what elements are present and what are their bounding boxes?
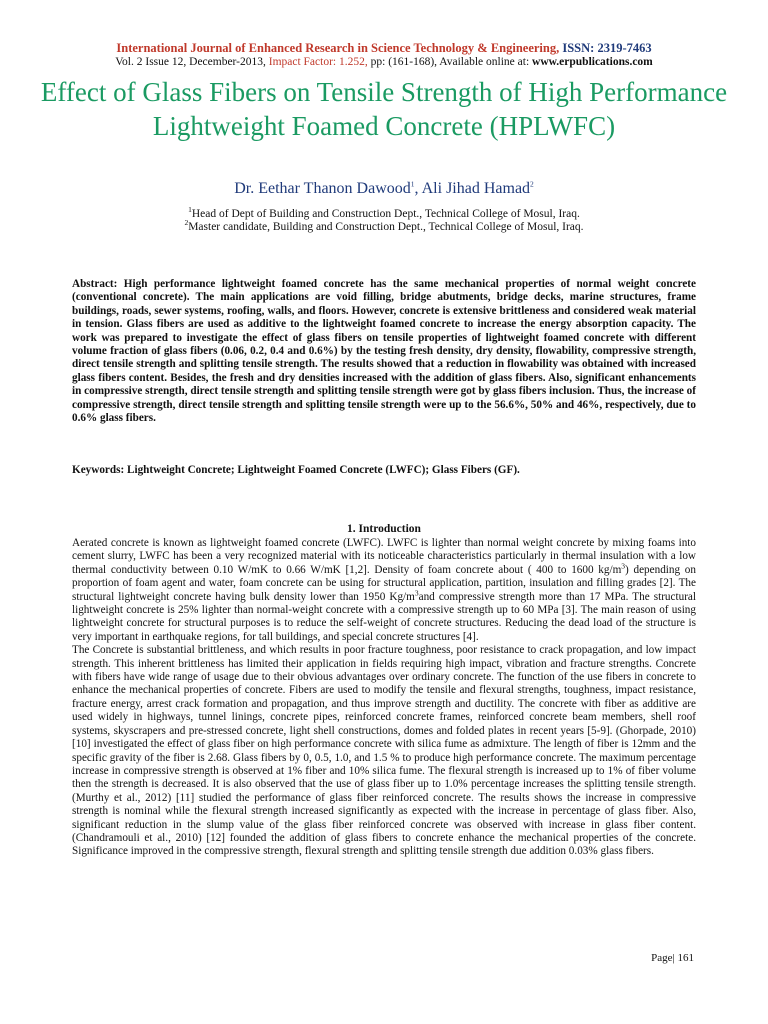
page-number: Page| 161: [651, 952, 694, 964]
intro-paragraph-2: The Concrete is substantial brittleness, and which results in poor fracture toughness, poor resistance to crack propagation, and low impact strength. This inherent brittleness has limited their application in fields requiring high impact, vibration and fracture strengths. Concrete with fibers have wide range of usage due to their obvious advantages over ordinary concrete. The function of the use fibers in concrete to enhance the mechanical properties of concrete. Fibers are used to modify the tensile and flexural strengths, toughness, impact resistance, fracture energy, arrest crack formation and propagation, and thus improve strength and ductility. The concrete with fiber as additive are used widely in highways, tunnel linings, concrete pipes, reinforced concrete frames, reinforced concrete beam members, shell roof systems, skyscrapers and pre-stressed concrete, light shell constructions, domes and folded plates in recent years [5-9]. (Ghorpade, 2010) [10] investigated the effect of glass fiber on high performance concrete with silica fume as admixture. The length of fiber is 12mm and the specific gravity of the fiber is 2.68. Glass fibers by 0, 0.5, 1.0, and 1.5 % to produce high performance concrete. The maximum percentage increase in compressive strength is observed at 1% fiber and 10% silica fume. The flexural strength is increased up to 1% of fiber volume then the strength is decreased. It is also observed that the use of glass fiber up to 1.0% percentage increases the splitting tensile strength. (Murthy et al., 2012) [11] studied the performance of glass fiber reinforced concrete. The results shows the increase in compressive strength is nominal while the flexural strength increased significantly as expected with the increase in percentage of glass fiber. Also, significant reduction in the slump value of the glass fiber reinforced concrete was observed with increase in glass fiber content. (Chandramouli et al., 2010) [12] founded the addition of glass fibers to concrete enhance the mechanical properties of the concrete. Significance improved in the compressive strength, flexural strength and splitting tensile strength due addition 0.03% glass fibers.: [72, 644, 696, 858]
affiliation-2: [0, 218, 768, 233]
author-1: Dr. Eethar Thanon Dawood: [234, 180, 411, 197]
paper-title: Effect of Glass Fibers on Tensile Strength of High Performance Lightweight Foamed Concrete (HPLWFC): [40, 77, 728, 141]
author-2-sup: 2: [530, 179, 534, 189]
author-2: Ali Jihad Hamad: [421, 180, 531, 197]
intro-p1-part-b: ) depending on proportion of foam agent and water, foam concrete can be using for structural application, partition, insulation and filling grades [2]. The structural lightweight concrete having bulk density lower than 1950 Kg/m: [72, 563, 696, 603]
intro-p1-part-a: Aerated concrete is known as lightweight foamed concrete (LWFC). LWFC is lighter than normal weight concrete by mixing foams into cement slurry, LWFC has been a very recognized material with its noticeable characteristics particularly in thermal insulation with a low thermal conductivity between 0.10 W/mK to 0.66 W/mK [1,2]. Density of foam concrete about ( 400 to 1600 kg/m: [72, 537, 696, 576]
intro-paragraph-1: [72, 537, 696, 644]
abstract: Abstract: High performance lightweight foamed concrete has the same mechanical properties of normal weight concrete (conventional concrete). The main applications are void filling, bridge abutments, bridge decks, marine structures, frame buildings, roads, sewer systems, roofing, walls, and floors. However, concrete is extensive brittleness and considered weak material in tension. Glass fibers are used as additive to the lightweight foamed concrete to increase the energy absorption capacity. The work was prepared to investigate the effect of glass fibers on tensile properties of lightweight foamed concrete with different volume fraction of glass fibers (0.06, 0.2, 0.4 and 0.6%) by the testing fresh density, dry density, flowability, compressive strength, direct tensile strength and splitting tensile strength. The results showed that a reduction in flowability was obtained with increased glass fibers content. Besides, the fresh and dry densities increased with the addition of glass fibers. Also, significant enhancements in compressive strength, direct tensile strength and splitting tensile strength were got by glass fibers inclusion. Thus, the increase of compressive strength, direct tensile strength and splitting tensile strength were up to the 56.6%, 50% and 46%, respectively, due to 0.6% glass fibers.: [72, 278, 696, 425]
author-line: [0, 180, 768, 198]
keywords: Keywords: Lightweight Concrete; Lightweight Foamed Concrete (LWFC); Glass Fibers (GF).: [72, 464, 520, 476]
journal-website[interactable]: www.erpublications.com: [532, 56, 653, 68]
intro-p1-sup-2: 3: [414, 587, 419, 597]
journal-impact: Impact Factor: 1.252,: [268, 56, 368, 68]
intro-p1-part-c: and compressive strength more than 17 MPa. The structural lightweight concrete is 25% lighter than normal-weight concrete with a compressive strength up to 60 MPa [3]. The main reason of using lightweight concrete for structural purposes is to reduce the self-weight of concrete structures. Reducing the dead load of the structure is very important in earthquake regions, for tall buildings, and special concrete structures [4].: [72, 590, 696, 643]
journal-volume-line: [0, 56, 768, 68]
introduction-body: [72, 537, 696, 859]
journal-name: International Journal of Enhanced Research in Science Technology & Engineering,: [116, 41, 560, 55]
journal-header: [0, 41, 768, 56]
affiliation-2-sup: 2: [184, 218, 189, 228]
author-separator: ,: [414, 180, 422, 197]
author-1-sup: 1: [410, 179, 415, 189]
journal-issn: ISSN: 2319-7463: [562, 41, 652, 55]
intro-p1-sup-1: 3: [621, 561, 626, 571]
affiliation-1-text: Head of Dept of Building and Construction Dept., Technical College of Mosul, Iraq.: [191, 208, 580, 220]
affiliation-1: [0, 205, 768, 220]
journal-pages: pp: (161-168), Available online at:: [370, 56, 530, 68]
affiliation-2-text: Master candidate, Building and Construction Dept., Technical College of Mosul, Iraq.: [188, 221, 584, 233]
section-heading: 1. Introduction: [347, 523, 421, 535]
affiliation-1-sup: 1: [188, 205, 192, 215]
journal-volume: Vol. 2 Issue 12, December-2013,: [115, 56, 266, 68]
